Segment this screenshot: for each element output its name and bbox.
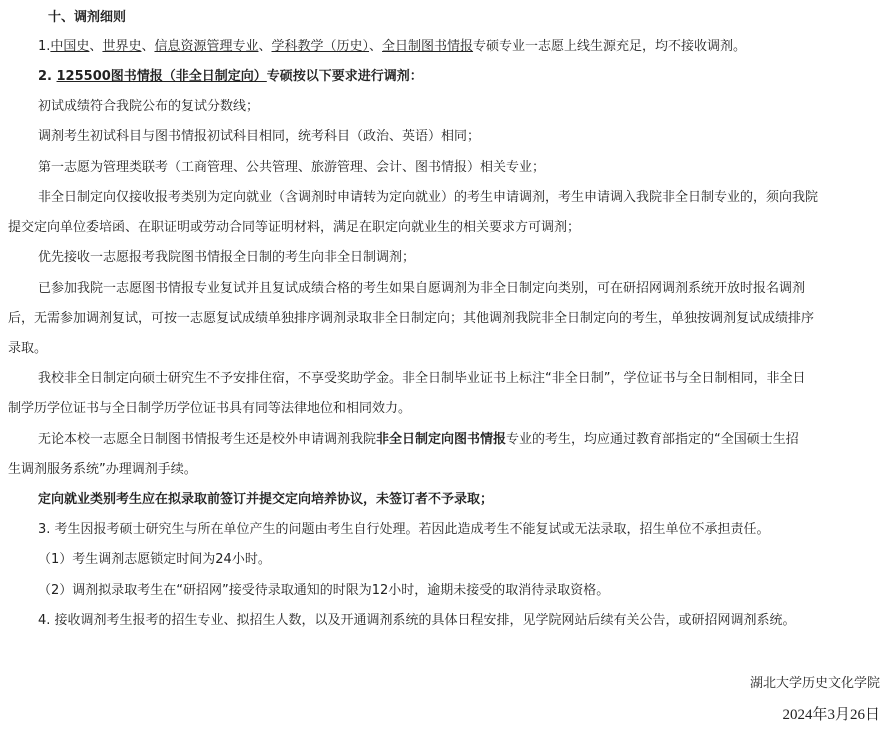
bold-note: 定向就业类别考生应在拟录取前签订并提交定向培养协议，未签订者不予录取； [38, 492, 494, 507]
requirement-8-line-1 [38, 431, 799, 449]
paragraph-1 [38, 38, 746, 56]
p1-sep: 、 [89, 39, 103, 54]
requirement-6-line-2: 后，无需参加调剂复试，可按一志愿复试成绩单独排序调剂录取非全日制定向；其他调剂我院非全日制定向的考生，单独按调剂复试成绩排序 [8, 311, 815, 326]
paragraph-4: 4. 接收调剂考生报考的招生专业、拟招生人数，以及开通调剂系统的具体日程安排，见学院网站后续有关公告，或研招网调剂系统。 [38, 613, 796, 628]
req8-text-a: 无论本校一志愿全日制图书情报考生还是校外申请调剂我院 [38, 432, 377, 447]
p1-sep: 、 [141, 39, 155, 54]
requirement-6-line-1: 已参加我院一志愿图书情报专业复试并且复试成绩合格的考生如果自愿调剂为非全日制定向类别，可在研招网调剂系统开放时报名调剂 [38, 281, 806, 296]
link-125500-library-info[interactable]: 125500图书情报（非全日制定向） [56, 69, 267, 84]
link-subject-teaching-history[interactable]: 学科教学（历史） [271, 39, 370, 54]
paragraph-2 [38, 68, 423, 86]
requirement-6-line-3: 录取。 [8, 341, 48, 356]
requirement-2: 调剂考生初试科目与图书情报初试科目相同，统考科目（政治、英语）相同； [38, 129, 481, 144]
section-heading: 十、调剂细则 [48, 10, 127, 25]
link-chinese-history[interactable]: 中国史 [50, 39, 90, 54]
requirement-7-line-2: 制学历学位证书与全日制学历学位证书具有同等法律地位和相同效力。 [8, 401, 412, 416]
signature-date: 2024年3月26日 [782, 707, 880, 723]
requirement-4-line-2: 提交定向单位委培函、在职证明或劳动合同等证明材料，满足在职定向就业生的相关要求方可调剂； [8, 220, 581, 235]
paragraph-3-item-1: （1）考生调剂志愿锁定时间为24小时。 [38, 552, 271, 567]
req8-bold: 非全日制定向图书情报 [376, 432, 507, 447]
p2-prefix: 2. [38, 69, 57, 84]
link-world-history[interactable]: 世界史 [102, 39, 142, 54]
p1-sep: 、 [258, 39, 272, 54]
paragraph-3-item-2: （2）调剂拟录取考生在“研招网”接受待录取通知的时限为12小时，逾期未接受的取消待录取资格。 [38, 583, 610, 598]
link-info-resource-mgmt[interactable]: 信息资源管理专业 [154, 39, 259, 54]
p1-prefix: 1. [38, 39, 51, 54]
requirement-4-line-1: 非全日制定向仅接收报考类别为定向就业（含调剂时申请转为定向就业）的考生申请调剂，考生申请调入我院非全日制专业的，须向我院 [38, 190, 819, 205]
p1-rest: 专硕专业一志愿上线生源充足，均不接收调剂。 [473, 39, 747, 54]
requirement-7-line-1: 我校非全日制定向硕士研究生不予安排住宿，不享受奖助学金。非全日制毕业证书上标注“非全日制”，学位证书与全日制相同，非全日 [38, 371, 806, 386]
req8-text-b: 专业的考生，均应通过教育部指定的“全国硕士生招 [506, 432, 799, 447]
requirement-1: 初试成绩符合我院公布的复试分数线； [38, 99, 260, 114]
signature-org: 湖北大学历史文化学院 [749, 676, 880, 691]
requirement-3: 第一志愿为管理类联考（工商管理、公共管理、旅游管理、会计、图书情报）相关专业； [38, 160, 546, 175]
requirement-8-line-2: 生调剂服务系统”办理调剂手续。 [8, 462, 197, 477]
p1-sep: 、 [369, 39, 383, 54]
paragraph-3: 3. 考生因报考硕士研究生与所在单位产生的问题由考生自行处理。若因此造成考生不能复试或无法录取，招生单位不承担责任。 [38, 522, 770, 537]
p2-rest: 专硕按以下要求进行调剂： [266, 69, 423, 84]
link-fulltime-library-info[interactable]: 全日制图书情报 [382, 39, 474, 54]
requirement-5: 优先接收一志愿报考我院图书情报全日制的考生向非全日制调剂； [38, 250, 416, 265]
